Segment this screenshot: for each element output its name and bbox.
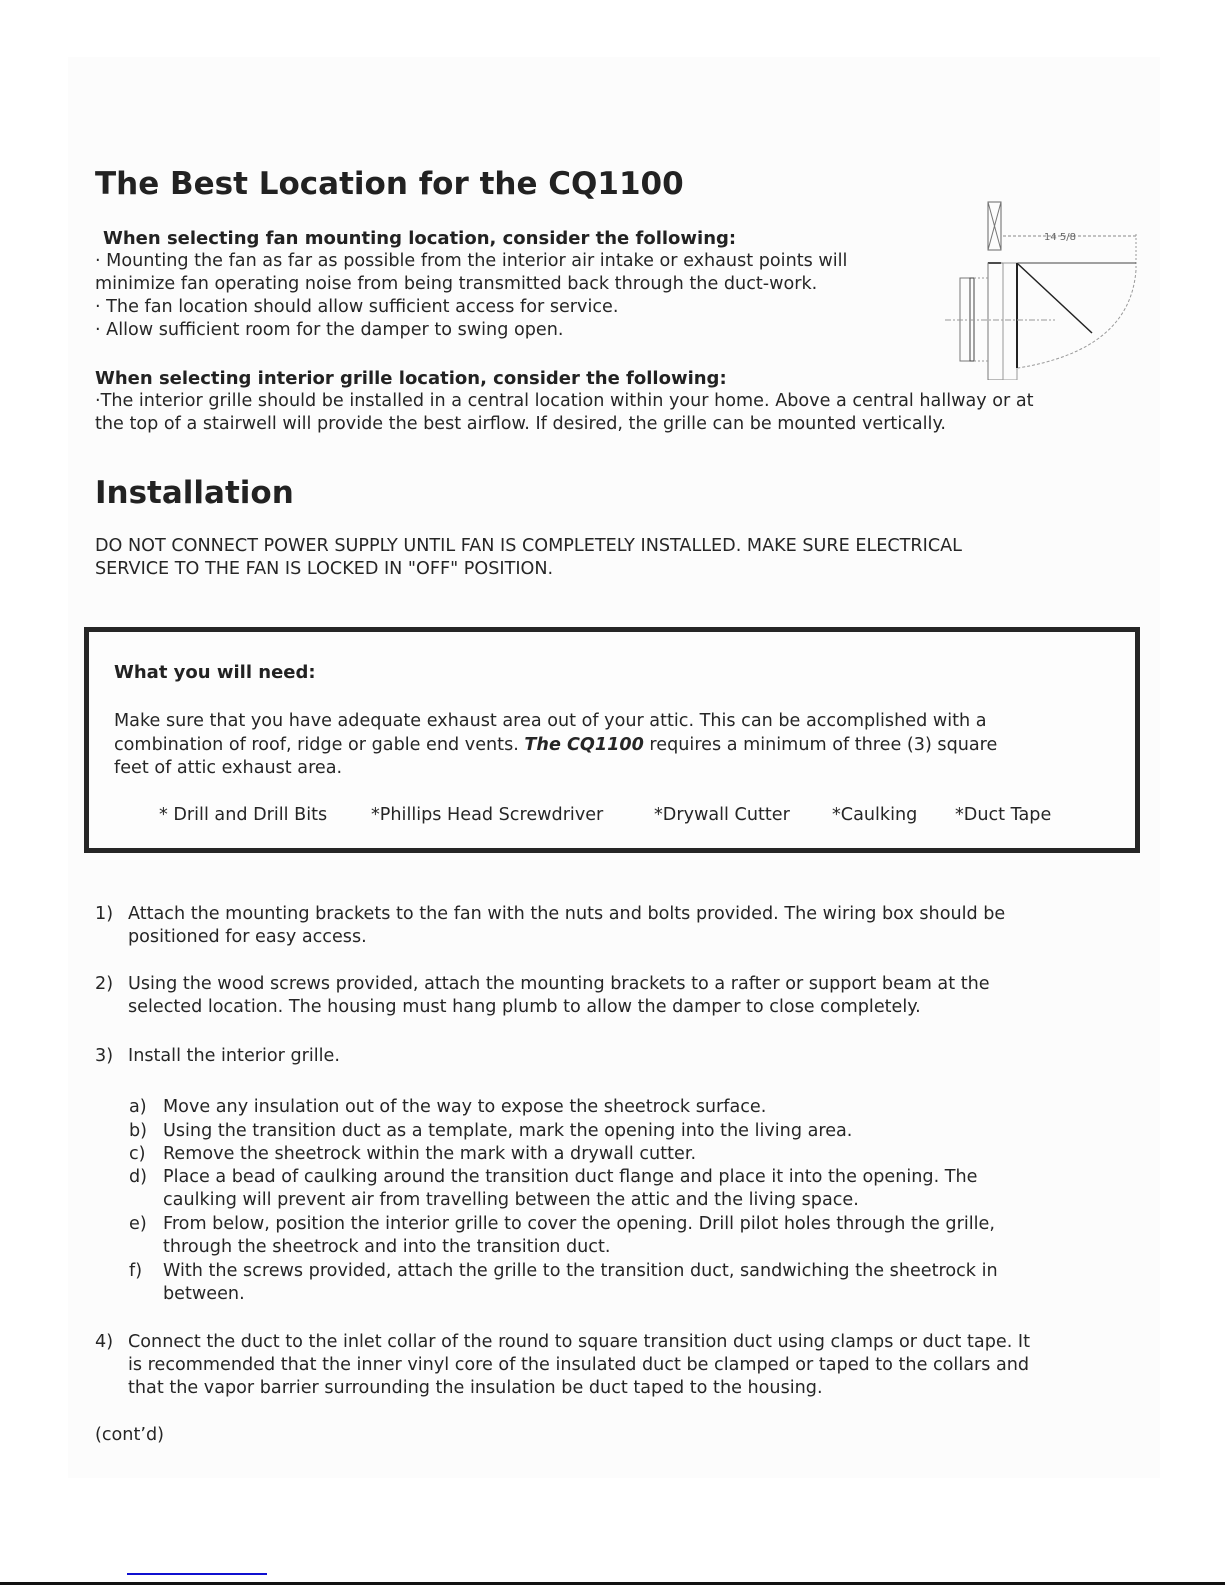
section-title-installation: Installation — [95, 475, 294, 511]
substep-letter: d) — [129, 1167, 148, 1187]
damper-diagram-icon — [940, 190, 1140, 380]
warning-line-1: DO NOT CONNECT POWER SUPPLY UNTIL FAN IS COMPLETELY INSTALLED. MAKE SURE ELECTRICAL — [95, 536, 962, 556]
step-1 — [95, 903, 1005, 949]
needs-line-2-text-end: requires a minimum of three (3) square — [643, 735, 998, 755]
step-4 — [95, 1331, 1030, 1400]
step-3 — [95, 1045, 340, 1068]
substep-d — [129, 1166, 978, 1212]
needs-heading: What you will need: — [114, 662, 316, 683]
product-name-emphasis: The CQ1100 — [524, 735, 644, 755]
step-number: 2) — [95, 974, 114, 994]
substep-f — [129, 1260, 998, 1306]
fan-bullet-1-cont: minimize fan operating noise from being transmitted back through the duct-work. — [95, 274, 818, 294]
tool-drywall-cutter: *Drywall Cutter — [654, 805, 790, 825]
substep-text: Place a bead of caulking around the transition duct flange and place it into the opening. The — [163, 1167, 978, 1187]
svg-text:14 5/8: 14 5/8 — [1044, 232, 1076, 243]
step-text: that the vapor barrier surrounding the insulation be duct taped to the housing. — [128, 1378, 823, 1398]
section-title-best-location: The Best Location for the CQ1100 — [95, 166, 684, 202]
substep-a — [129, 1096, 766, 1119]
substep-text: With the screws provided, attach the grille to the transition duct, sandwiching the sheetrock in — [163, 1261, 998, 1281]
grille-location-heading: When selecting interior grille location, consider the following: — [95, 368, 727, 389]
substep-text: Move any insulation out of the way to expose the sheetrock surface. — [163, 1097, 767, 1117]
step-text: Connect the duct to the inlet collar of the round to square transition duct using clamps or duct tape. It — [128, 1332, 1030, 1352]
step-text: is recommended that the inner vinyl core of the insulated duct be clamped or taped to the collars and — [128, 1355, 1030, 1375]
continued-note: (cont’d) — [95, 1425, 164, 1445]
substep-c — [129, 1143, 696, 1166]
substep-b — [129, 1120, 852, 1143]
substep-text: through the sheetrock and into the transition duct. — [163, 1237, 611, 1257]
substep-letter: b) — [129, 1121, 148, 1141]
tool-caulking: *Caulking — [832, 805, 918, 825]
substep-letter: c) — [129, 1144, 146, 1164]
fan-bullet-1: · Mounting the fan as far as possible from the interior air intake or exhaust points will — [95, 251, 848, 271]
needs-line-2-text: combination of roof, ridge or gable end vents. — [114, 735, 525, 755]
grille-text-line-1: ·The interior grille should be installed in a central location within your home. Above a central hallway or at — [95, 391, 1034, 411]
substep-letter: e) — [129, 1214, 147, 1234]
needs-line-1: Make sure that you have adequate exhaust area out of your attic. This can be accomplished with a — [114, 711, 987, 731]
damper-clearance-diagram — [940, 190, 1140, 380]
step-number: 3) — [95, 1046, 114, 1066]
step-text: Using the wood screws provided, attach the mounting brackets to a rafter or support beam at the — [128, 974, 990, 994]
substep-text: between. — [163, 1284, 245, 1304]
substep-text: Using the transition duct as a template, mark the opening into the living area. — [163, 1121, 853, 1141]
tool-screwdriver: *Phillips Head Screwdriver — [371, 805, 604, 825]
tool-duct-tape: *Duct Tape — [955, 805, 1052, 825]
what-you-will-need-box — [84, 627, 1140, 853]
needs-line-2 — [114, 734, 997, 757]
substep-text: From below, position the interior grille to cover the opening. Drill pilot holes through the grille, — [163, 1214, 995, 1234]
step-number: 1) — [95, 904, 114, 924]
fan-bullet-2: · The fan location should allow sufficient access for service. — [95, 297, 619, 317]
step-number: 4) — [95, 1332, 114, 1352]
substep-e — [129, 1213, 995, 1259]
fan-location-heading: When selecting fan mounting location, consider the following: — [103, 228, 737, 249]
substep-letter: f) — [129, 1261, 143, 1281]
tool-drill: * Drill and Drill Bits — [159, 805, 328, 825]
step-text: Attach the mounting brackets to the fan with the nuts and bolts provided. The wiring box should be — [128, 904, 1006, 924]
step-text: Install the interior grille. — [128, 1046, 340, 1066]
step-2 — [95, 973, 990, 1019]
grille-text-line-2: the top of a stairwell will provide the best airflow. If desired, the grille can be mounted vertically. — [95, 414, 946, 434]
step-text: positioned for easy access. — [128, 927, 367, 947]
substep-text: caulking will prevent air from travelling between the attic and the living space. — [163, 1190, 859, 1210]
footer-link-underline[interactable] — [127, 1573, 267, 1575]
substep-text: Remove the sheetrock within the mark with a drywall cutter. — [163, 1144, 697, 1164]
warning-line-2: SERVICE TO THE FAN IS LOCKED IN "OFF" POSITION. — [95, 559, 554, 579]
step-text: selected location. The housing must hang plumb to allow the damper to close completely. — [128, 997, 921, 1017]
needs-line-3: feet of attic exhaust area. — [114, 758, 343, 778]
fan-bullet-3: · Allow sufficient room for the damper to swing open. — [95, 320, 564, 340]
substep-letter: a) — [129, 1097, 147, 1117]
